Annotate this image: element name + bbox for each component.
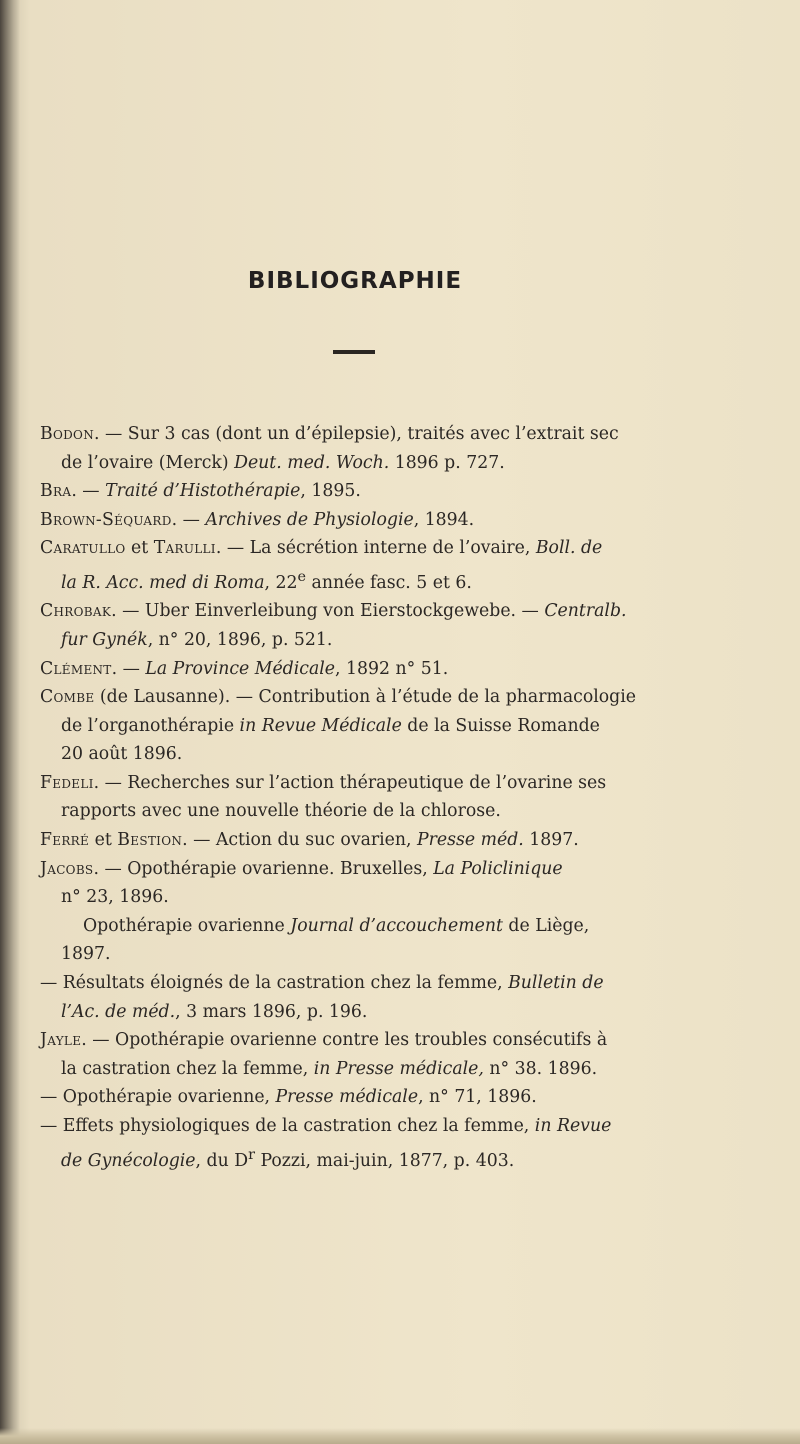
bibliography-entry xyxy=(40,826,690,855)
journal-title: Presse méd. xyxy=(417,830,524,851)
entry-line: Caratullo et Tarulli. — La sécrétion interne de l’ovaire, Boll. de xyxy=(40,538,603,559)
entry-line: Chrobak. — Uber Einverleibung von Eierstockgewebe. — Centralb. xyxy=(40,601,627,622)
journal-title: Bulletin de xyxy=(508,973,604,994)
journal-title: Presse médicale xyxy=(275,1087,419,1108)
journal-title: l’Ac. de méd. xyxy=(61,1001,176,1022)
author-name: Caratullo xyxy=(40,538,126,559)
page-bottom-edge xyxy=(0,1428,800,1444)
entry-line: la R. Acc. med di Roma, 22e année fasc. 5 et 6. xyxy=(61,568,472,593)
journal-title: Centralb. xyxy=(544,601,627,622)
bibliography-entry xyxy=(40,683,690,769)
bibliography-entry xyxy=(40,420,690,477)
bibliography-entry xyxy=(40,597,690,654)
author-name: Jacobs xyxy=(40,858,94,879)
entry-line: rapports avec une nouvelle théorie de la chlorose. xyxy=(61,801,501,822)
entry-line: Bra. — Traité d’Histothérapie, 1895. xyxy=(40,481,361,502)
journal-title: Deut. med. Woch. xyxy=(234,452,390,473)
author-name: Jayle xyxy=(40,1030,82,1051)
entry-line: — Opothérapie ovarienne, Presse médicale, n° 71, 1896. xyxy=(40,1087,537,1108)
entry-line: la castration chez la femme, in Presse médicale, n° 38. 1896. xyxy=(61,1058,598,1079)
author-name: Bra xyxy=(40,481,72,502)
journal-title: la R. Acc. med di Roma xyxy=(61,572,265,593)
bibliography-list xyxy=(40,420,690,1175)
bibliography-entry xyxy=(40,506,690,535)
entry-line: de l’ovaire (Merck) Deut. med. Woch. 1896 p. 727. xyxy=(61,452,505,473)
bibliography-entry xyxy=(40,477,690,506)
journal-title: in Presse médicale, xyxy=(313,1058,484,1079)
author-name: Bodon xyxy=(40,424,94,444)
author-name: Combe xyxy=(40,687,95,708)
entry-line: 20 août 1896. xyxy=(61,744,183,765)
journal-title: fur Gynék xyxy=(61,629,148,650)
journal-title: Boll. de xyxy=(535,538,603,559)
entry-line: Fedeli. — Recherches sur l’action thérapeutique de l’ovarine ses xyxy=(40,772,607,793)
bibliography-entry xyxy=(40,655,690,684)
bibliography-entry xyxy=(40,855,690,1027)
entry-line: Opothérapie ovarienne Journal d’accouchement de Liège, xyxy=(83,915,590,936)
journal-title: Journal d’accouchement xyxy=(290,915,503,936)
entry-line: de l’organothérapie in Revue Médicale de la Suisse Romande xyxy=(61,715,600,736)
author-name: Bestion xyxy=(117,830,183,851)
book-spine-shadow xyxy=(0,0,20,1444)
journal-title: in Revue Médicale xyxy=(239,715,402,736)
entry-line: n° 23, 1896. xyxy=(61,887,169,908)
entry-line: Ferré et Bestion. — Action du suc ovarien, Presse méd. 1897. xyxy=(40,830,579,851)
author-name: Ferré xyxy=(40,830,90,851)
journal-title: La Province Médicale xyxy=(145,658,336,679)
entry-line: 1897. xyxy=(61,944,111,965)
entry-line: fur Gynék, n° 20, 1896, p. 521. xyxy=(61,629,333,650)
entry-line: Brown-Séquard. — Archives de Physiologie, 1894. xyxy=(40,509,475,530)
bibliography-entry xyxy=(40,769,690,826)
entry-line: Combe (de Lausanne). — Contribution à l’étude de la pharmacologie xyxy=(40,687,636,708)
author-name: Fedeli xyxy=(40,772,94,793)
entry-line: Bodon. — Sur 3 cas (dont un d’épilepsie), traités avec l’extrait sec xyxy=(40,424,619,444)
entry-line: Jayle. — Opothérapie ovarienne contre les troubles consécutifs à xyxy=(40,1030,608,1051)
entry-line: — Effets physiologiques de la castration chez la femme, in Revue xyxy=(40,1116,612,1137)
entry-line: Clément. — La Province Médicale, 1892 n° 51. xyxy=(40,658,449,679)
bibliography-entry xyxy=(40,534,690,597)
author-name: Clément xyxy=(40,658,112,679)
author-name: Tarulli xyxy=(153,538,216,559)
bibliography-entry xyxy=(40,1026,690,1175)
author-name: Chrobak xyxy=(40,601,112,622)
entry-line: Jacobs. — Opothérapie ovarienne. Bruxelles, La Policlinique xyxy=(40,858,563,879)
journal-title: de Gynécologie xyxy=(61,1150,196,1171)
entry-line: de Gynécologie, du $D^r$ Pozzi, mai-juin, 1877, p. 403. xyxy=(61,1146,515,1171)
entry-line: l’Ac. de méd., 3 mars 1896, p. 196. xyxy=(61,1001,368,1022)
journal-title: La Policlinique xyxy=(433,858,563,879)
page-title: BIBLIOGRAPHIE xyxy=(247,268,463,294)
author-name: Brown-Séquard xyxy=(40,509,172,530)
entry-line: — Résultats éloignés de la castration chez la femme, Bulletin de xyxy=(40,973,604,994)
journal-title: in Revue xyxy=(534,1116,612,1137)
journal-title: Archives de Physiologie xyxy=(205,509,414,530)
title-rule xyxy=(333,350,375,354)
journal-title: Traité d’Histothérapie xyxy=(105,481,301,502)
